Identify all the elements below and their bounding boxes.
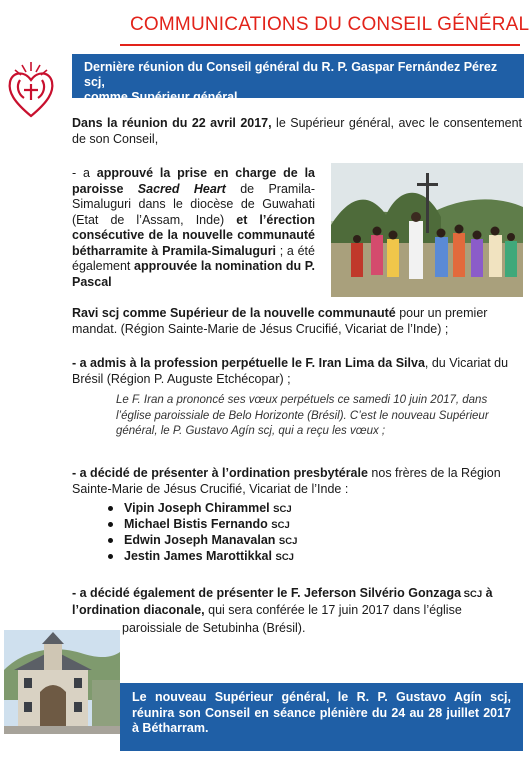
candidate-suffix: SCJ [278,536,298,547]
item2-vicariate: , du Vicariat du Brésil (Région P. Auguste Etchécopar) ; [72,356,509,386]
candidate-name: Michael Bistis Fernando [124,517,268,531]
meeting-banner [72,54,524,104]
item2-profession: - a admis à la profession perpétuelle le F. Iran Lima da Silva [72,356,425,370]
banner-line-1: Dernière réunion du Conseil général du R. P. Gaspar Fernández Pérez scj, [84,60,498,89]
item3-region: nos frères de la Région Sainte-Marie de Jésus Crucifié, Vicariat de l’Inde : [72,466,501,496]
item-perpetual-profession [72,356,522,387]
procession-photo [331,163,523,297]
ordination-candidates-list [108,500,297,564]
item4-present: - a décidé également de présenter le F. Jeferson Silvério Gonzaga [72,586,462,600]
candidate-name: Edwin Joseph Manavalan [124,533,276,547]
intro-text: le Supérieur général, avec le consentement de son Conseil, [72,116,522,146]
item1-lead: - a [72,166,97,180]
bullet-icon [108,506,113,511]
item1-location: de Pramila-Simaluguri dans le diocèse de Guwahati (Etat de l’Assam, Inde) [72,181,316,227]
item-diaconal-place: paroissiale de Setubinha (Brésil). [122,621,306,635]
item4-suffix: SCJ [461,589,483,600]
candidate-suffix: SCJ [271,520,290,531]
item-superior-nomination [72,306,522,337]
candidate-name: Vipin Joseph Chirammel [124,501,270,515]
item1-erection: et l’érection consécutive de la nouvelle communauté bétharramite à Pramila-Simaluguri [72,212,315,258]
item1-mandate: pour un premier mandat. (Région Sainte-Marie de Jésus Crucifié, Vicariat de l’Inde) ; [72,306,488,336]
item-parish-approval [72,166,315,290]
item1-approval: approuvé la prise en charge de la paroisse [72,166,315,196]
item1-nomination: approuvée la nomination du P. Pascal [72,259,315,289]
list-item [108,532,297,548]
item3-ordination: - a décidé de présenter à l’ordination presbytérale [72,466,368,480]
bullet-icon [108,538,113,543]
item1-parish-name: Sacred Heart [137,181,226,196]
next-meeting-box: Le nouveau Supérieur général, le R. P. Gustavo Agín scj, réunira son Conseil en séance plénière du 24 au 28 juillet 2017 à Bétharram. [120,683,523,751]
candidate-name: Jestin James Marottikkal [124,549,272,563]
page-title: COMMUNICATIONS DU CONSEIL GÉNÉRAL [130,14,530,35]
bullet-icon [108,554,113,559]
item-diaconal-ordination [72,586,522,618]
profession-note: Le F. Iran a prononcé ses vœux perpétuels ce samedi 10 juin 2017, dans l’église paroissiale de Belo Horizonte (Brésil). C’est le nouveau Supérieur général, le P. Gustavo Agín scj, qui a reçu les vœux ; [116,394,489,437]
banner-line-2: comme Supérieur général [84,90,238,104]
intro-paragraph [72,116,522,147]
item-presbyteral-ordination [72,466,522,497]
intro-date: Dans la réunion du 22 avril 2017, [72,116,272,130]
item4-date: qui sera conférée le 17 juin 2017 dans l’église [204,602,462,617]
sacred-heart-logo-icon [6,60,56,120]
list-item [108,500,297,516]
title-underline [120,44,520,46]
candidate-suffix: SCJ [273,504,292,515]
bullet-icon [108,522,113,527]
candidate-suffix: SCJ [275,552,294,563]
list-item [108,548,297,564]
betharram-building-photo [4,630,120,734]
list-item [108,516,297,532]
item1-also: ; a été également [72,243,315,273]
item1-superior: Ravi scj comme Supérieur de la nouvelle communauté [72,306,396,320]
item4-diaconal: à l’ordination diaconale, [72,586,493,617]
